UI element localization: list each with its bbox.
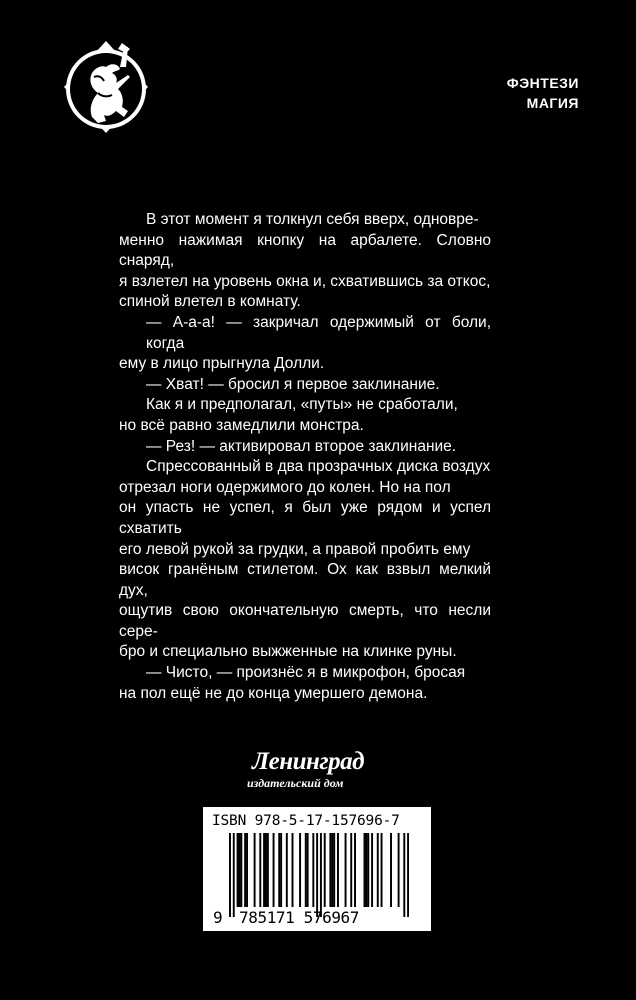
blurb-line: его левой рукой за грудки, а правой пробить ему xyxy=(119,540,471,558)
barcode-bar xyxy=(354,833,356,907)
barcode-guard-bar xyxy=(229,833,231,917)
barcode-bar xyxy=(299,833,301,907)
genre-magic: МАГИЯ xyxy=(526,95,579,111)
barcode-bar xyxy=(307,833,309,907)
blurb-line: отрезал ноги одержимого до колен. Но на пол xyxy=(119,478,451,496)
barcode-bar xyxy=(377,833,379,907)
barcode-bar xyxy=(273,833,275,907)
barcode-bar xyxy=(286,833,288,907)
blurb-line: В этот момент я толкнул себя вверх, одновре- xyxy=(146,211,479,228)
publisher-subtitle: издательский дом xyxy=(247,776,344,790)
blurb-line: но всё равно замедлили монстра. xyxy=(119,416,364,434)
barcode-bar xyxy=(331,833,333,907)
blurb-line: он упасть не успел, я был уже рядом и успел схватить xyxy=(119,499,491,537)
barcode-panel xyxy=(203,807,431,931)
barcode-bar xyxy=(267,833,269,907)
blurb-line: — Рез! — активировал второе заклинание. xyxy=(146,437,457,455)
barcode-bar xyxy=(263,833,265,907)
blurb-line: висок гранёным стилетом. Ох как взвыл мелкий дух, xyxy=(119,561,491,599)
publisher-name: Ленинград xyxy=(252,748,365,775)
blurb-line: бро и специально выжженные на клинке руны. xyxy=(119,643,457,661)
barcode-bar xyxy=(345,833,347,907)
barcode-bar xyxy=(244,833,246,907)
barcode-guard-bar xyxy=(316,833,318,917)
blurb-line: Как я и предполагал, «путы» не сработали, xyxy=(146,396,458,414)
barcode-bar xyxy=(390,833,392,907)
barcode-bar xyxy=(333,833,335,907)
blurb-line: ощутив свою окончательную смерть, что несли сере- xyxy=(119,602,491,640)
barcode-bar xyxy=(246,833,248,907)
ean-digits: 785171 576967 xyxy=(239,908,360,927)
genre-fantasy: ФЭНТЕЗИ xyxy=(506,75,579,91)
barcode-bar xyxy=(254,833,256,907)
barcode-bar xyxy=(312,833,314,907)
barcode-bar xyxy=(237,833,239,907)
blurb-line: спиной влетел в комнату. xyxy=(119,293,301,311)
blurb-line: — Хват! — бросил я первое заклинание. xyxy=(146,375,440,393)
barcode-bar xyxy=(240,833,242,907)
barcode-bar xyxy=(364,833,366,907)
barcode-bar xyxy=(329,833,331,907)
barcode-guard-bar xyxy=(233,833,235,917)
genre-labels xyxy=(507,73,579,113)
barcode-bar xyxy=(265,833,267,907)
barcode-bar xyxy=(259,833,261,907)
blurb-line: — Чисто, — произнёс я в микрофон, бросая xyxy=(146,664,466,682)
publisher-logo xyxy=(243,748,403,794)
lion-emblem-icon xyxy=(58,37,154,137)
barcode-bar xyxy=(398,833,400,907)
barcode-bar xyxy=(280,833,282,907)
isbn-text: ISBN 978-5-17-157696-7 xyxy=(212,813,400,829)
ean-first-digit: 9 xyxy=(213,908,223,927)
blurb-text xyxy=(119,210,491,704)
blurb-line: на пол ещё не до конца умершего демона. xyxy=(119,684,428,702)
barcode-guard-bar xyxy=(407,833,409,917)
barcode-bar xyxy=(365,833,367,907)
blurb-line: менно нажимая кнопку на арбалете. Словно снаряд, xyxy=(119,231,491,270)
barcode-guard-bar xyxy=(403,833,405,917)
blurb-line: Спрессованный в два прозрачных диска воздух xyxy=(146,458,491,476)
barcode-guard-bar xyxy=(320,833,322,917)
barcode-bar xyxy=(367,833,369,907)
barcode-bar xyxy=(337,833,339,907)
barcode-bar xyxy=(238,833,240,907)
barcode-bar xyxy=(292,833,294,907)
barcode-bar xyxy=(350,833,352,907)
barcode-bar xyxy=(324,833,326,907)
blurb-line: ему в лицо прыгнула Долли. xyxy=(119,355,325,373)
blurb-line: я взлетел на уровень окна и, схватившись за откос, xyxy=(119,272,491,290)
barcode-bar xyxy=(278,833,280,907)
barcode-bars xyxy=(229,833,409,917)
barcode-bar xyxy=(371,833,373,907)
barcode-bar xyxy=(305,833,307,907)
blurb-line: — А-а-а! — закричал одержимый от боли, когда xyxy=(146,313,491,352)
barcode-bar xyxy=(381,833,383,907)
